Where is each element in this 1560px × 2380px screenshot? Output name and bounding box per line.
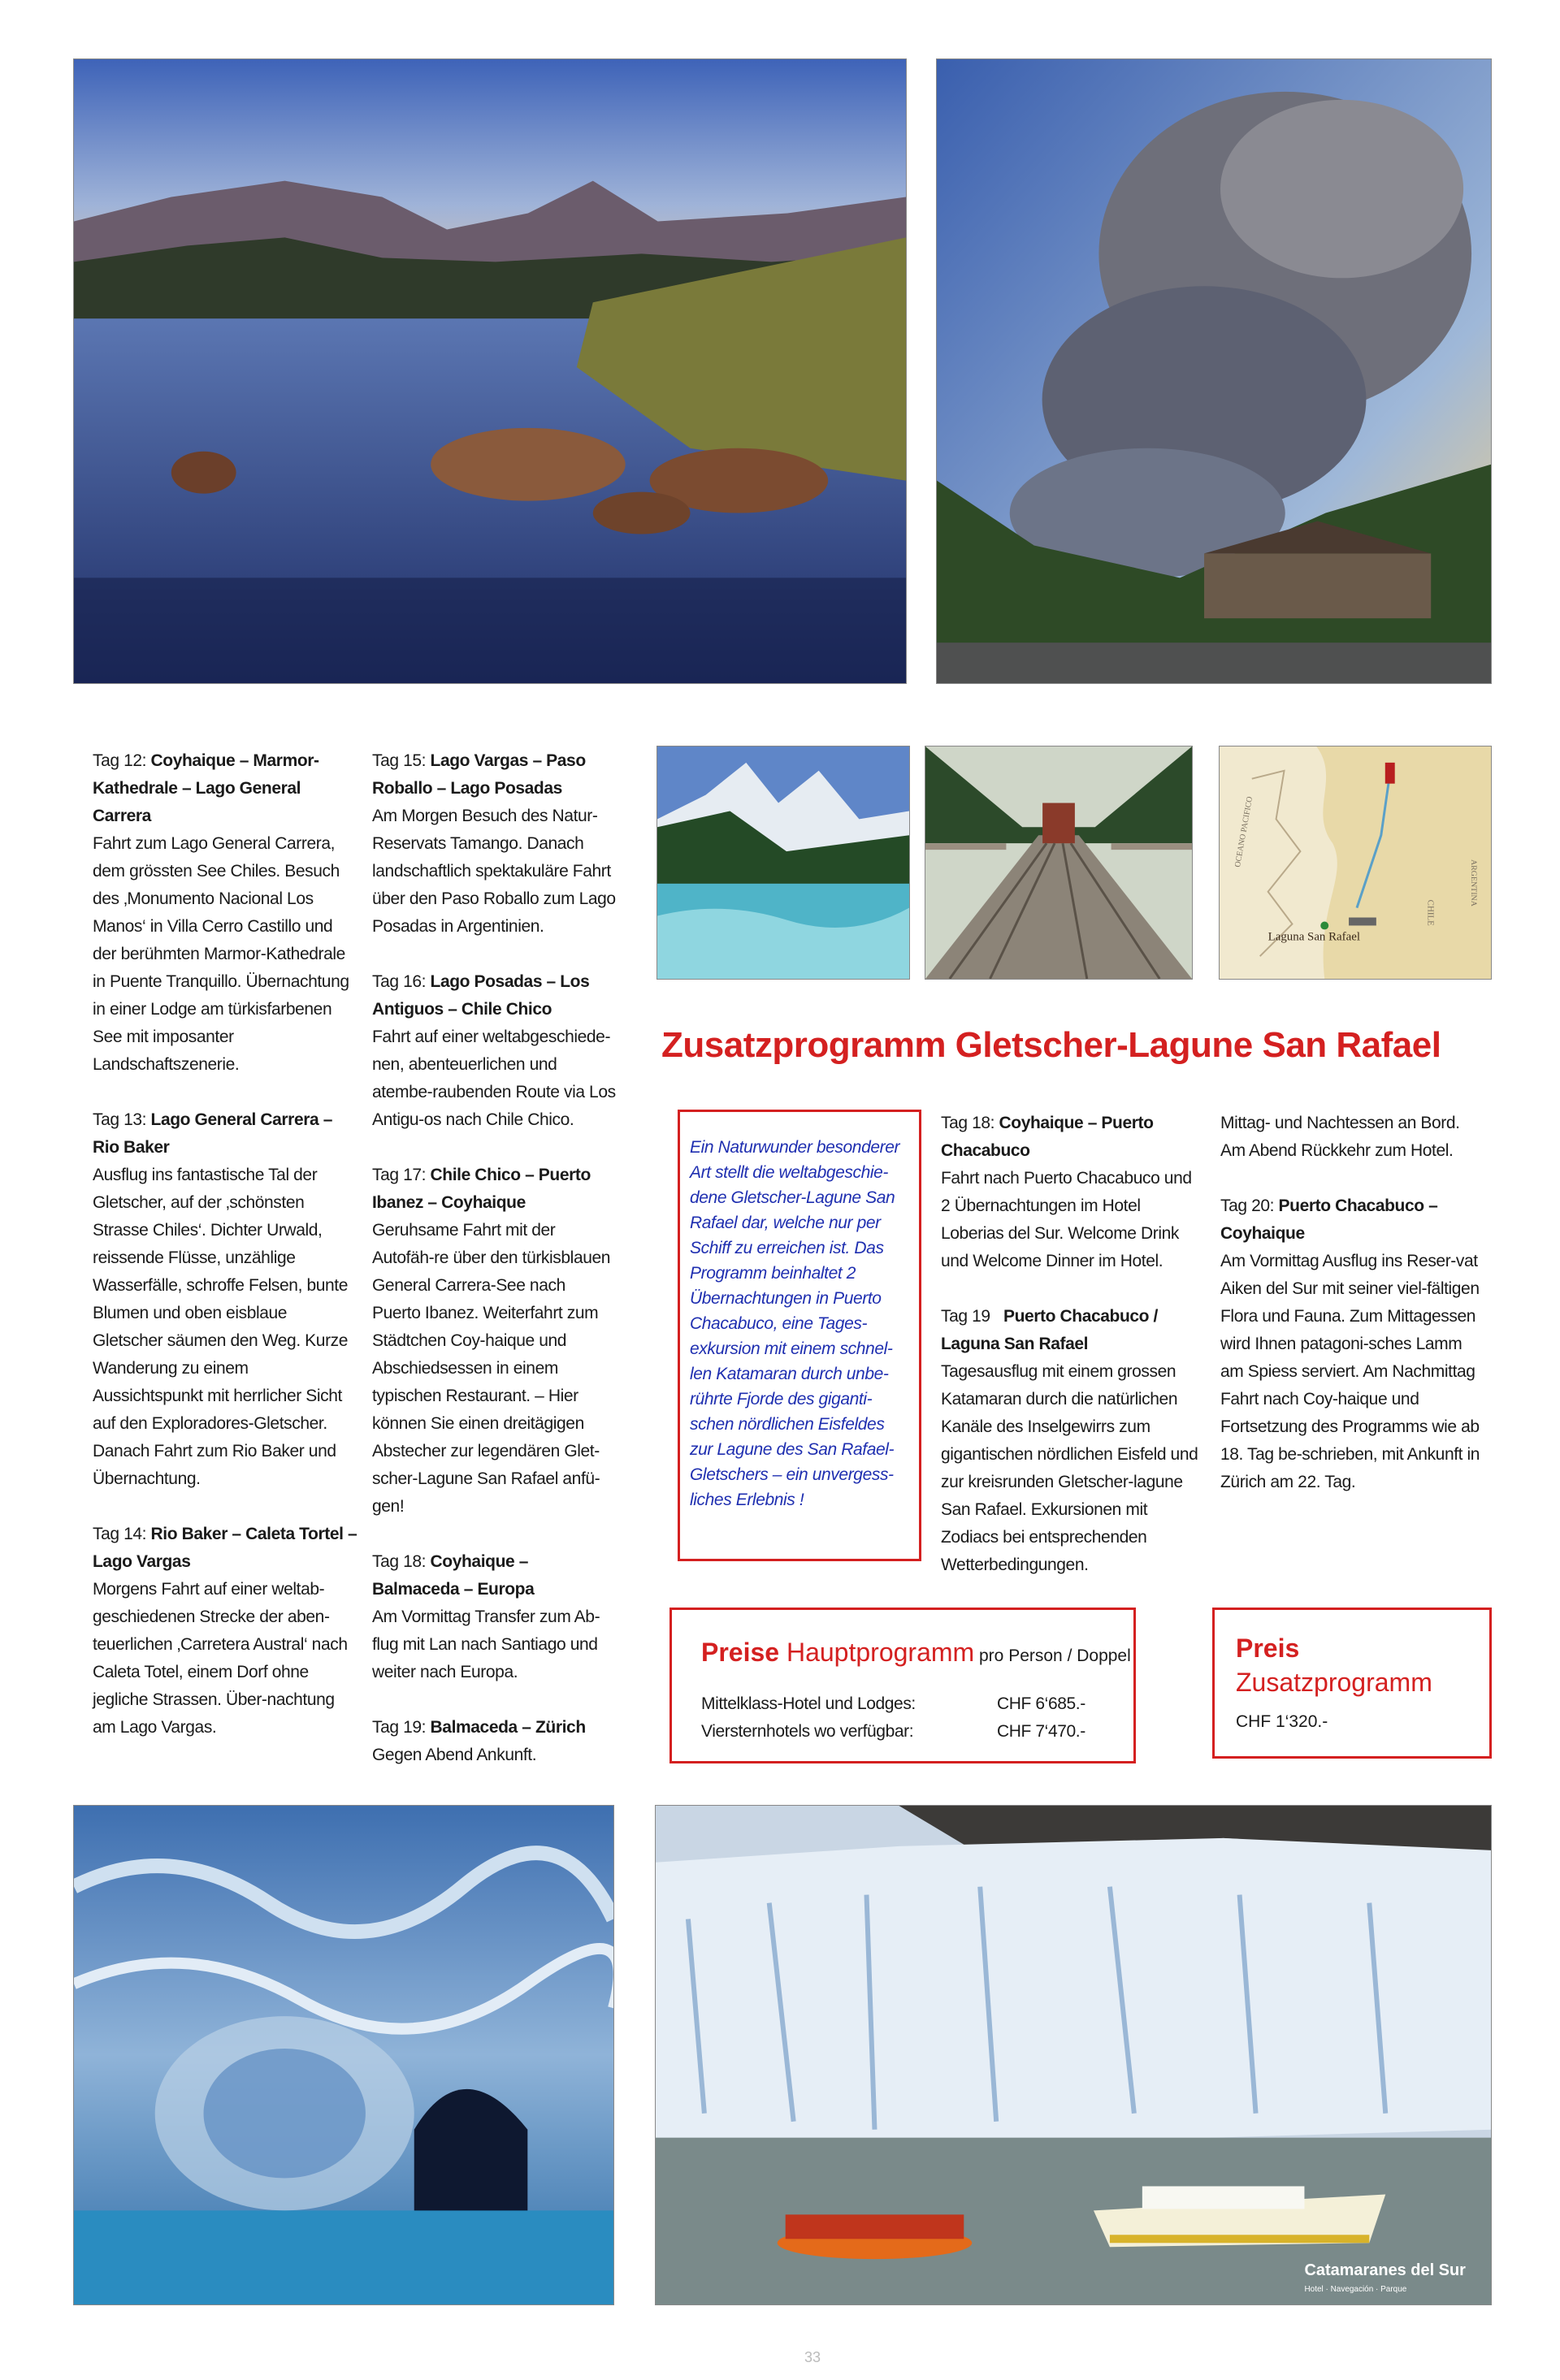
day-description: Morgens Fahrt auf einer weltab-geschiedenen Strecke der aben-teuerlichen ‚Carretera Austral‘ nach Caleta Totel, einem Dorf ohne jegliche Strassen. Über-nachtung am Lago Vargas.	[93, 1580, 348, 1737]
day-19	[372, 1714, 618, 1769]
main-price-title	[701, 1636, 1131, 1672]
catamaranes-logo-subtext: Hotel · Navegación · Parque	[1304, 2285, 1407, 2295]
extension-column-2	[1220, 1110, 1482, 1524]
extension-column-1	[941, 1110, 1201, 1607]
map-chile-label: CHILE	[1425, 899, 1436, 926]
extension-price-box	[1212, 1608, 1492, 1759]
day-title: Coyhaique – Puerto Chacabuco	[941, 1114, 1154, 1160]
main-price-subtitle: pro Person / Doppel	[974, 1647, 1131, 1665]
page-number: 33	[804, 2349, 821, 2365]
day-prefix: Tag 16:	[372, 972, 431, 991]
main-price-title-bold: Preise	[701, 1638, 780, 1667]
day-description: Ausflug ins fantastische Tal der Gletscher, auf der ‚schönsten Strasse Chiles‘. Dichter Urwald, reissende Flüsse, unzählige Wasserfälle, schroffe Felsen, bunte Blumen und oben eisblaue Gletscher säumen den Weg. Kurze Wanderung zu einem Aussichtspunkt mit herrlicher Sicht auf den Exploradores-Gletscher. Danach Fahrt zum Rio Baker und Übernachtung.	[93, 1166, 349, 1488]
day-prefix: Tag 15:	[372, 751, 431, 770]
day-18	[372, 1548, 618, 1686]
day-title: Puerto Chacabuco / Laguna San Rafael	[941, 1307, 1163, 1353]
extension-price-title-bold-text: Preis	[1236, 1634, 1300, 1663]
day-title: Coyhaique – Marmor-Kathedrale – Lago General Carrera	[93, 751, 319, 825]
day-prefix: Tag 19:	[372, 1718, 431, 1737]
main-program-column-2	[372, 747, 618, 1797]
day-prefix: Tag 20:	[1220, 1196, 1279, 1215]
price-value: CHF 7‘470.-	[997, 1722, 1086, 1741]
extension-intro-box: Ein Naturwunder besonderer Art stellt die weltabgeschie-dene Gletscher-Lagune San Rafael dar, welche nur per Schiff zu erreichen ist. Das Programm beinhaltet 2 Übernachtungen in Puerto Chacabuco, eine Tages-exkursion mit einem schnel-len Katamaran durch unbe-rührte Fjorde des giganti-schen nördlichen Eisfeldes zur Lagune des San Rafael-Gletschers – ein unvergess-liches Erlebnis !	[678, 1110, 921, 1561]
price-row-midclass	[701, 1690, 1104, 1718]
day-description: Fahrt zum Lago General Carrera, dem grössten See Chiles. Besuch des ‚Monumento Nacional Los Manos‘ in Villa Cerro Castillo und der berühmten Marmor-Kathedrale in Puente Tranquillo. Übernachtung in einer Lodge am türkisfarbenen See mit imposanter Landschaftszenerie.	[93, 834, 349, 1074]
day-17	[372, 1162, 618, 1521]
main-program-column-1	[93, 747, 358, 1769]
day-description: Am Vormittag Transfer zum Ab-flug mit Lan nach Santiago und weiter nach Europa.	[372, 1608, 600, 1681]
glacier-boat-photo	[655, 1805, 1492, 2305]
extension-price-value: CHF 1‘320.-	[1236, 1712, 1328, 1731]
river-rapids-photo	[656, 746, 910, 980]
day-description: Tagesausflug mit einem grossen Katamaran durch die natürlichen Kanäle des Inselgewirrs zum gigantischen nördlichen Eisfeld und zur kreisrunden Gletscher-lagune San Rafael. Exkursionen mit Zodiacs bei entsprechenden Wetterbedingungen.	[941, 1362, 1198, 1574]
price-label: Viersternhotels wo verfügbar:	[701, 1722, 914, 1741]
day-description: Geruhsame Fahrt mit der Autofäh-re über den türkisblauen General Carrera-See nach Puerto Ibanez. Weiterfahrt zum Städtchen Coy-haique und Abschiedsessen in einem typischen Restaurant. – Hier können Sie einen dreitägigen Abstecher zur legendären Glet-scher-Lagune San Rafael anfü-gen!	[372, 1221, 611, 1516]
day-title: Puerto Chacabuco – Coyhaique	[1220, 1196, 1438, 1243]
laguna-san-rafael-map	[1219, 746, 1492, 980]
day-15	[372, 747, 618, 941]
marble-caves-photo	[73, 1805, 614, 2305]
day-title: Lago Posadas – Los Antiguos – Chile Chico	[372, 972, 590, 1019]
day-title: Lago Vargas – Paso Roballo – Lago Posadas	[372, 751, 586, 798]
extension-day-19-continued	[1220, 1110, 1482, 1165]
main-price-box	[670, 1608, 1136, 1763]
main-price-title-rest: Hauptprogramm	[779, 1638, 975, 1667]
map-country-label: ARGENTINA	[1469, 859, 1479, 907]
day-title: Lago General Carrera – Rio Baker	[93, 1110, 333, 1157]
lago-general-carrera-photo	[73, 58, 907, 684]
day-description: Fahrt nach Puerto Chacabuco und 2 Übernachtungen im Hotel Loberias del Sur. Welcome Drink und Welcome Dinner im Hotel.	[941, 1169, 1192, 1270]
day-prefix: Tag 18:	[941, 1114, 999, 1132]
day-prefix: Tag 14:	[93, 1525, 151, 1543]
volcano-eruption-photo	[936, 58, 1492, 684]
catamaranes-logo-text: Catamaranes del Sur	[1304, 2261, 1466, 2280]
day-description: Am Morgen Besuch des Natur-Reservats Tamango. Danach landschaftlich spektakuläre Fahrt über den Paso Roballo zum Lago Posadas in Argentinien.	[372, 807, 616, 936]
day-title: Coyhaique – Balmaceda – Europa	[372, 1552, 535, 1599]
extension-day-19	[941, 1303, 1201, 1579]
extension-day-20	[1220, 1192, 1482, 1496]
day-prefix: Tag 13:	[93, 1110, 151, 1129]
day-description: Mittag- und Nachtessen an Bord. Am Abend Rückkehr zum Hotel.	[1220, 1114, 1460, 1160]
day-prefix: Tag 12:	[93, 751, 151, 770]
day-16	[372, 968, 618, 1134]
day-12	[93, 747, 358, 1079]
day-title: Chile Chico – Puerto Ibanez – Coyhaique	[372, 1166, 591, 1212]
day-description: Fahrt auf einer weltabgeschiede-nen, abenteuerlichen und atembe-raubenden Route via Los Antigu-os nach Chile Chico.	[372, 1028, 616, 1129]
day-description: Gegen Abend Ankunft.	[372, 1746, 537, 1764]
day-14	[93, 1521, 358, 1742]
day-description: Am Vormittag Ausflug ins Reser-vat Aiken del Sur mit seiner viel-fältigen Flora und Fauna. Zum Mittagessen wird Ihnen patagoni-sches Lamm am Spiess serviert. Am Nachmittag Fahrt nach Coy-haique und Fortsetzung des Programms wie ab 18. Tag be-schrieben, mit Ankunft in Zürich am 22. Tag.	[1220, 1252, 1480, 1491]
extension-heading: Zusatzprogramm Gletscher-Lagune San Rafael	[661, 1025, 1441, 1065]
extension-day-18	[941, 1110, 1201, 1275]
day-prefix: Tag 19	[941, 1307, 1003, 1326]
day-title: Balmaceda – Zürich	[430, 1718, 586, 1737]
price-label: Mittelklass-Hotel und Lodges:	[701, 1694, 916, 1713]
map-ocean-label: OCEANO PACIFICO	[1233, 795, 1255, 868]
day-prefix: Tag 18:	[372, 1552, 431, 1571]
map-place-label: Laguna San Rafael	[1268, 930, 1360, 944]
extension-price-title-rest: Zusatzprogramm	[1236, 1668, 1432, 1697]
price-row-fourstar	[701, 1718, 1104, 1746]
day-prefix: Tag 17:	[372, 1166, 431, 1184]
wooden-bridge-photo	[925, 746, 1193, 980]
extension-price-title-bold	[1236, 1631, 1468, 1665]
day-title: Rio Baker – Caleta Tortel – Lago Vargas	[93, 1525, 358, 1571]
price-value: CHF 6‘685.-	[997, 1694, 1086, 1713]
day-13	[93, 1106, 358, 1493]
